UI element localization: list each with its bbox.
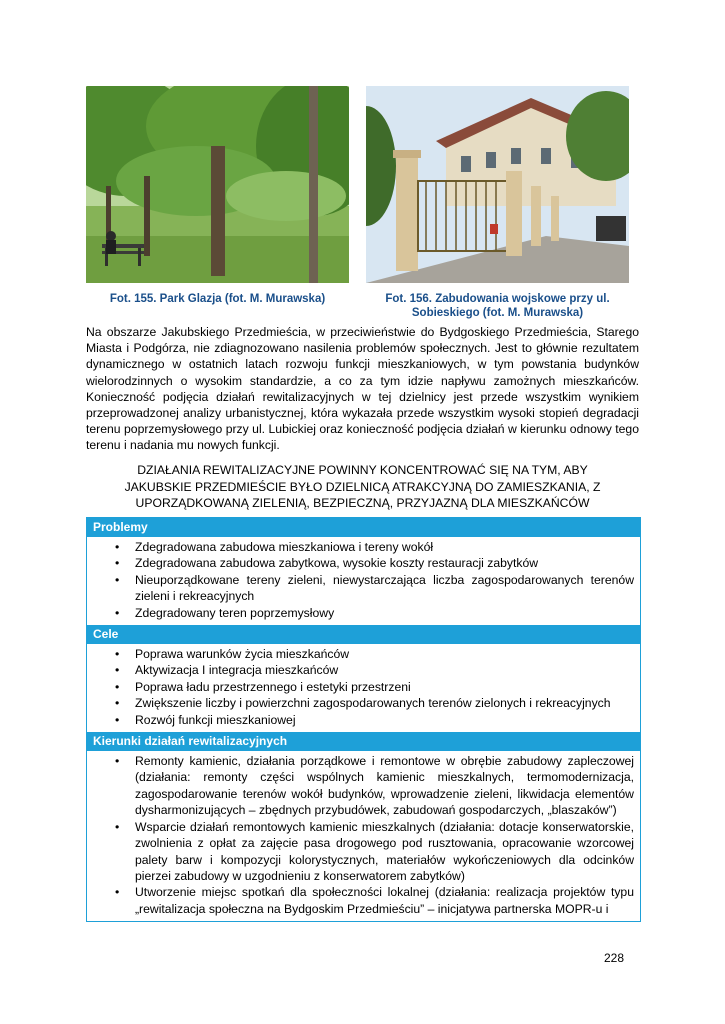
goals-header: Cele (87, 625, 640, 644)
list-item-text: Rozwój funkcji mieszkaniowej (135, 712, 296, 727)
list-item (115, 695, 634, 711)
list-item (115, 646, 634, 662)
park-glazja-photo (86, 86, 349, 283)
list-item-text: Remonty kamienic, działania porządkowe i remontowe w obrębie zabudowy zapleczowej (działania: remonty części wspólnych kamienic mieszkalnych, termomodernizacja, zagospodarowanie terenów wokół budynków, wprowadzenie zieleni, likwidacja elementów dysharmonizujących – zbędnych przybudówek, zabudowań gospodarczych, „blaszaków”) (135, 754, 634, 818)
intro-text: Na obszarze Jakubskiego Przedmieścia, w przeciwieństwie do Bydgoskiego Przedmieścia, Starego Miasta i Podgórza, nie zdiagnozowano nasilenia problemów społecznych. Jest to głównie rezultatem dynamicznego w ostatnich latach rozwoju funkcji mieszkaniowych, w tym powstania budynków wielorodzinnych o wysokim standardzie, a co za tym idzie napływu zamożnych mieszkańców. Konieczność podjęcia działań rewitalizacyjnych w tej dzielnicy jest przede wszystkim wynikiem przeprowadzonej analizy urbanistycznej, która wykazała przede wszystkim wysoki stopień degradacji terenu poprzemysłowego przy ul. Lubickiej oraz konieczność podjęcia działań w kierunku odnowy tego terenu i nadania mu nowych funkcji. (86, 325, 639, 453)
revitalization-table (86, 517, 641, 922)
list-item (115, 572, 634, 605)
bullet-icon: • (115, 663, 120, 678)
directions-body (87, 751, 640, 921)
list-item-text: Poprawa ładu przestrzennego i estetyki przestrzeni (135, 679, 411, 694)
headline-line-1: DZIAŁANIA REWITALIZACYJNE POWINNY KONCENTROWAĆ SIĘ NA TYM, ABY (137, 463, 588, 477)
bullet-icon: • (115, 540, 120, 554)
problems-header: Problemy (87, 518, 640, 537)
list-item-text: Zdegradowana zabudowa zabytkowa, wysokie koszty restauracji zabytków (135, 556, 539, 571)
bullet-icon: • (115, 647, 120, 662)
list-item-text: Nieuporządkowane tereny zieleni, niewystarczająca liczba zagospodarowanych terenów zieleni i rekreacyjnych (135, 572, 634, 604)
list-item (115, 605, 634, 621)
bullet-icon: • (115, 712, 120, 727)
list-item (115, 555, 634, 571)
list-item-text: Zdegradowana zabudowa mieszkaniowa i tereny wokół (135, 540, 434, 554)
list-item (115, 712, 634, 728)
list-item (115, 539, 634, 555)
intro-paragraph (86, 324, 639, 454)
list-item (115, 753, 634, 819)
problems-body (87, 537, 640, 625)
bullet-icon: • (115, 556, 120, 571)
bullet-icon: • (115, 605, 120, 620)
list-item (115, 662, 634, 678)
list-item-text: Utworzenie miejsc spotkań dla społeczności lokalnej (działania: realizacja projektów typu „rewitalizacja społeczna na Bydgoskim Przedmieściu” – inicjatywa partnerska MOPR-u i (135, 885, 634, 916)
directions-header: Kierunki działań rewitalizacyjnych (87, 732, 640, 751)
bullet-icon: • (115, 696, 120, 711)
list-item (115, 679, 634, 695)
bullet-icon: • (115, 885, 120, 900)
bullet-icon: • (115, 754, 120, 769)
headline-line-3: UPORZĄDKOWANĄ ZIELENIĄ, BEZPIECZNĄ, PRZYJAZNĄ DLA MIESZKAŃCÓW (135, 496, 590, 510)
bullet-icon: • (115, 819, 120, 834)
headline (86, 462, 639, 512)
photo2-caption: Fot. 156. Zabudowania wojskowe przy ul. Sobieskiego (fot. M. Murawska) (385, 293, 610, 319)
list-item (115, 819, 634, 885)
bullet-icon: • (115, 572, 120, 587)
list-item-text: Zdegradowany teren poprzemysłowy (135, 605, 335, 620)
photo1-caption: Fot. 155. Park Glazja (fot. M. Murawska) (109, 293, 326, 305)
list-item-text: Poprawa warunków życia mieszkańców (135, 647, 350, 662)
headline-line-2: JAKUBSKIE PRZEDMIEŚCIE BYŁO DZIELNICĄ ATRAKCYJNĄ DO ZAMIESZKANIA, Z (124, 479, 601, 494)
bullet-icon: • (115, 679, 120, 694)
page-number: 228 (604, 951, 625, 965)
list-item-text: Wsparcie działań remontowych kamienic mieszkalnych (działania: dotacje konserwatorskie, zwolnienia z opłat za zajęcie pasa drogowego pod rusztowania, opracowanie wzorcowej palety barw i kompozycji kolorystycznych, materiałów wykończeniowych dla odcinków pierzei zabudowy w uzgodnieniu z konserwatorem zabytków) (135, 819, 634, 883)
list-item-text: Aktywizacja I integracja mieszkańców (135, 663, 339, 678)
goals-body (87, 644, 640, 732)
list-item-text: Zwiększenie liczby i powierzchni zagospodarowanych terenów zielonych i rekreacyjnych (135, 696, 611, 711)
list-item (115, 884, 634, 917)
sobieskiego-buildings-photo (366, 86, 629, 283)
